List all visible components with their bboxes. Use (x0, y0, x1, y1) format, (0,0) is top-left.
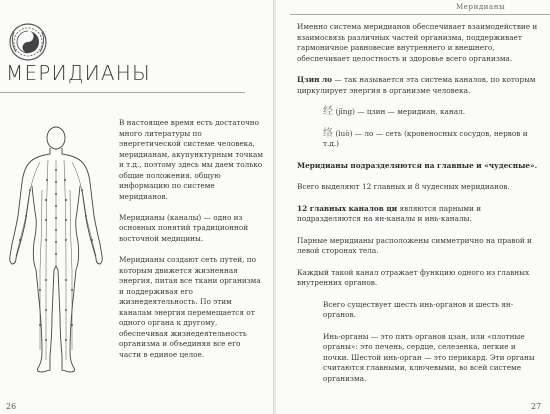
left-page (0, 0, 274, 414)
right-paragraph-symmetry: Парные меридианы расположены симметрично на правой и левой сторонах тела. (297, 235, 532, 255)
left-paragraph-3: Меридианы создают сеть путей, по которым движется жизненная энергия, питая все ткани организма и поддерживая его жизнедеятельность. По этим каналам энергия перемещается от одного органа к другому, обеспечивая жизнедеятельность организма и объединяя все его части в единое целое. (119, 255, 261, 359)
jing-luo-definition: — так называется эта система каналов, по которым циркулирует энергия в организме человека. (297, 75, 536, 95)
luo-meaning: (luò) — ло — сеть (кровеносных сосудов, нервов и т.д.) (323, 128, 528, 148)
right-paragraph-six-organs: Всего существует шесть инь-органов и шесть ян-органов. (323, 299, 514, 319)
left-paragraph-2: Меридианы (каналы) — одно из основных понятий традиционной восточной медицины. (119, 212, 249, 243)
right-paragraph-yin-organs: Инь-органы — это пять органов цзан, или «плотные органы»: это печень, сердце, селезенка, легкие и почки. Шестой инь-орган — это перикард. Эти органы считаются главными, ключевыми, во всей системе организма. (323, 331, 535, 383)
yin-yang-dragon-emblem-icon (8, 22, 48, 62)
right-paragraph-jing (297, 107, 542, 118)
right-paragraph-organs: Каждый такой канал отражает функцию одного из главных внутренних органов. (297, 267, 530, 287)
left-body-text (119, 118, 264, 371)
division-statement: Меридианы подразделяются на главные и «чудесные». (297, 160, 538, 170)
hanzi-luo: 络 (323, 127, 333, 139)
left-page-number: 26 (6, 402, 17, 411)
right-paragraph-luo (297, 129, 542, 150)
jing-meaning: (jīng) — цзин — меридиан, канал. (333, 107, 466, 116)
right-page-number: 27 (531, 402, 542, 411)
term-jing-luo: Цзин ло (297, 75, 333, 84)
right-paragraph-main-channels (297, 204, 542, 225)
meridian-body-figure-icon (0, 120, 112, 380)
right-paragraph-count: Всего выделяют 12 главных и 8 чудесных меридианов. (297, 182, 510, 191)
right-paragraph-2 (297, 75, 542, 96)
header-divider (290, 14, 550, 15)
right-paragraph-division (297, 161, 542, 172)
hanzi-jing: 经 (323, 106, 333, 117)
right-paragraph-1: Именно система меридианов обеспечивает взаимодействие и взаимосвязь различных частей организма, поддерживает гармоничное равновесие внутреннего и внешнего, обеспечивает целостность и здоровье всего организма. (297, 22, 538, 63)
running-head: Меридианы (456, 3, 506, 11)
right-body-text (297, 22, 542, 395)
main-channels-text: являются парными и подразделяются на ян-каналы и инь-каналы. (297, 203, 482, 223)
chapter-title: МЕРИДИАНЫ (6, 61, 151, 85)
left-paragraph-1: В настоящее время есть достаточно много литературы по энергетической системе человека, меридианам, акупунктурным точкам и т.д., поэтому здесь мы даем только общие положения, общую информацию по системе меридианов. (119, 118, 264, 201)
term-main-channels: 12 главных каналов ци (297, 203, 398, 213)
title-divider (0, 92, 245, 93)
